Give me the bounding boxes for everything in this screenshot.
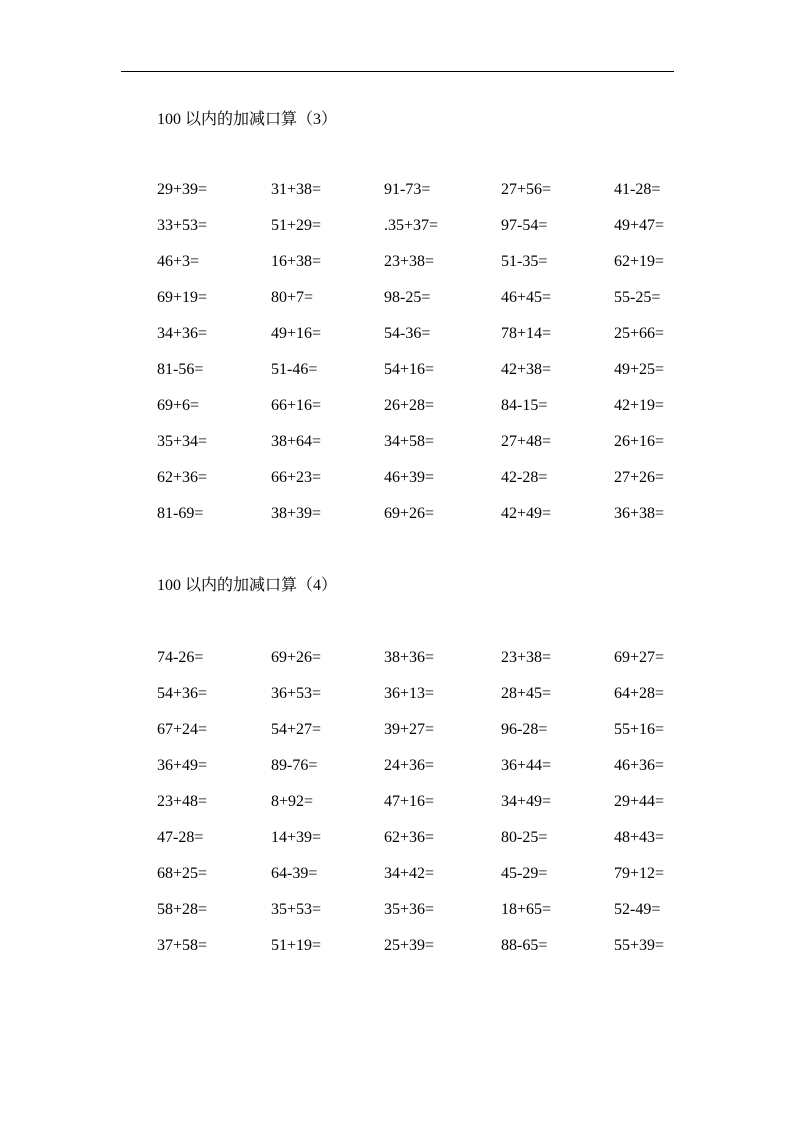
problem-row bbox=[157, 324, 697, 360]
problem-item: 49+25= bbox=[614, 361, 665, 378]
problem-row bbox=[157, 432, 697, 468]
problem-item: 49+16= bbox=[271, 325, 322, 342]
problem-item: 78+14= bbox=[501, 325, 552, 342]
problem-item: 36+13= bbox=[384, 685, 435, 702]
problem-item: 64-39= bbox=[271, 865, 318, 882]
problem-item: 96-28= bbox=[501, 721, 548, 738]
problem-item: 58+28= bbox=[157, 901, 208, 918]
problem-item: 37+58= bbox=[157, 937, 208, 954]
problem-item: 54+16= bbox=[384, 361, 435, 378]
problem-row bbox=[157, 756, 697, 792]
problem-row bbox=[157, 216, 697, 252]
problem-item: 36+53= bbox=[271, 685, 322, 702]
problem-item: 62+36= bbox=[157, 469, 208, 486]
problem-item: 69+19= bbox=[157, 289, 208, 306]
problem-item: 42+38= bbox=[501, 361, 552, 378]
problem-item: 54+36= bbox=[157, 685, 208, 702]
problem-row bbox=[157, 252, 697, 288]
problem-item: 55-25= bbox=[614, 289, 661, 306]
problem-item: 66+23= bbox=[271, 469, 322, 486]
problem-item: 51+19= bbox=[271, 937, 322, 954]
problem-item: 36+44= bbox=[501, 757, 552, 774]
problem-item: 46+3= bbox=[157, 253, 200, 270]
problem-item: 62+19= bbox=[614, 253, 665, 270]
problem-item: 24+36= bbox=[384, 757, 435, 774]
problem-item: 46+36= bbox=[614, 757, 665, 774]
problem-item: 27+26= bbox=[614, 469, 665, 486]
problem-item: 35+53= bbox=[271, 901, 322, 918]
header-rule bbox=[121, 71, 674, 72]
problem-item: 55+16= bbox=[614, 721, 665, 738]
problem-item: 25+39= bbox=[384, 937, 435, 954]
problem-item: 80-25= bbox=[501, 829, 548, 846]
problem-item: 45-29= bbox=[501, 865, 548, 882]
problem-item: 52-49= bbox=[614, 901, 661, 918]
problem-item: 47+16= bbox=[384, 793, 435, 810]
problem-item: 81-69= bbox=[157, 505, 204, 522]
problem-item: 34+58= bbox=[384, 433, 435, 450]
problem-item: 51-46= bbox=[271, 361, 318, 378]
problem-item: 35+34= bbox=[157, 433, 208, 450]
problem-item: 35+36= bbox=[384, 901, 435, 918]
problem-item: 69+6= bbox=[157, 397, 200, 414]
section-title-3: 100 以内的加减口算（3） bbox=[157, 111, 338, 128]
problem-item: 29+39= bbox=[157, 181, 208, 198]
problem-row bbox=[157, 504, 697, 540]
problem-item: 54+27= bbox=[271, 721, 322, 738]
problem-item: 42-28= bbox=[501, 469, 548, 486]
problem-item: 23+48= bbox=[157, 793, 208, 810]
problem-row bbox=[157, 792, 697, 828]
problem-item: 51+29= bbox=[271, 217, 322, 234]
problem-item: 69+26= bbox=[384, 505, 435, 522]
problem-row bbox=[157, 684, 697, 720]
problem-item: 25+66= bbox=[614, 325, 665, 342]
problem-row bbox=[157, 648, 697, 684]
problem-item: 69+27= bbox=[614, 649, 665, 666]
problem-row bbox=[157, 936, 697, 972]
problem-item: 69+26= bbox=[271, 649, 322, 666]
problem-item: 80+7= bbox=[271, 289, 314, 306]
problem-item: 49+47= bbox=[614, 217, 665, 234]
problem-item: 81-56= bbox=[157, 361, 204, 378]
problem-item: 66+16= bbox=[271, 397, 322, 414]
problem-row bbox=[157, 828, 697, 864]
problem-item: 23+38= bbox=[384, 253, 435, 270]
problem-item: 18+65= bbox=[501, 901, 552, 918]
problem-item: 98-25= bbox=[384, 289, 431, 306]
problem-item: 47-28= bbox=[157, 829, 204, 846]
problem-item: 55+39= bbox=[614, 937, 665, 954]
problem-row bbox=[157, 468, 697, 504]
problem-item: 42+49= bbox=[501, 505, 552, 522]
problem-item: 23+38= bbox=[501, 649, 552, 666]
problem-item: 8+92= bbox=[271, 793, 314, 810]
section-title-4: 100 以内的加减口算（4） bbox=[157, 577, 338, 594]
problem-item: 38+64= bbox=[271, 433, 322, 450]
problem-item: 74-26= bbox=[157, 649, 204, 666]
problem-item: 48+43= bbox=[614, 829, 665, 846]
problem-item: 27+48= bbox=[501, 433, 552, 450]
problem-item: 36+49= bbox=[157, 757, 208, 774]
problem-item: 38+39= bbox=[271, 505, 322, 522]
problem-row bbox=[157, 360, 697, 396]
problem-row bbox=[157, 396, 697, 432]
problem-grid-4 bbox=[157, 648, 697, 972]
problem-item: 27+56= bbox=[501, 181, 552, 198]
problem-item: 54-36= bbox=[384, 325, 431, 342]
problem-item: 97-54= bbox=[501, 217, 548, 234]
problem-item: 28+45= bbox=[501, 685, 552, 702]
problem-item: 16+38= bbox=[271, 253, 322, 270]
problem-item: 68+25= bbox=[157, 865, 208, 882]
problem-item: 34+49= bbox=[501, 793, 552, 810]
problem-row bbox=[157, 720, 697, 756]
problem-item: 34+42= bbox=[384, 865, 435, 882]
problem-item: 51-35= bbox=[501, 253, 548, 270]
problem-item: 89-76= bbox=[271, 757, 318, 774]
problem-item: 67+24= bbox=[157, 721, 208, 738]
problem-item: .35+37= bbox=[384, 217, 439, 234]
problem-item: 91-73= bbox=[384, 181, 431, 198]
problem-item: 26+16= bbox=[614, 433, 665, 450]
problem-item: 31+38= bbox=[271, 181, 322, 198]
problem-item: 36+38= bbox=[614, 505, 665, 522]
problem-item: 41-28= bbox=[614, 181, 661, 198]
problem-item: 26+28= bbox=[384, 397, 435, 414]
problem-row bbox=[157, 900, 697, 936]
problem-item: 62+36= bbox=[384, 829, 435, 846]
problem-item: 64+28= bbox=[614, 685, 665, 702]
problem-item: 42+19= bbox=[614, 397, 665, 414]
problem-item: 46+45= bbox=[501, 289, 552, 306]
problem-item: 88-65= bbox=[501, 937, 548, 954]
problem-grid-3 bbox=[157, 180, 697, 540]
problem-item: 14+39= bbox=[271, 829, 322, 846]
problem-item: 29+44= bbox=[614, 793, 665, 810]
problem-row bbox=[157, 180, 697, 216]
problem-item: 34+36= bbox=[157, 325, 208, 342]
problem-item: 33+53= bbox=[157, 217, 208, 234]
problem-row bbox=[157, 288, 697, 324]
problem-row bbox=[157, 864, 697, 900]
problem-item: 79+12= bbox=[614, 865, 665, 882]
problem-item: 39+27= bbox=[384, 721, 435, 738]
problem-item: 46+39= bbox=[384, 469, 435, 486]
problem-item: 84-15= bbox=[501, 397, 548, 414]
problem-item: 38+36= bbox=[384, 649, 435, 666]
